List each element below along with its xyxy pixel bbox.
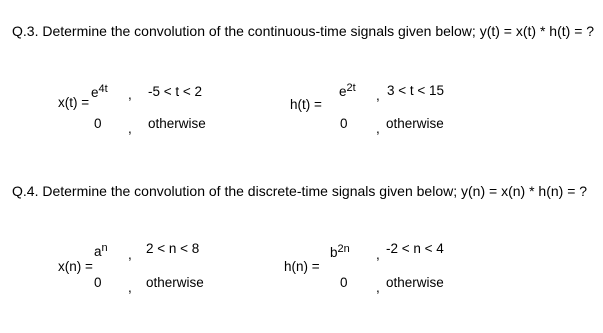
x-n-case1-expression [94, 244, 108, 261]
h-t-case1-expression [339, 84, 356, 101]
x-t-case1-expression [91, 85, 108, 102]
h-n-case2-value: 0 [340, 275, 348, 290]
h-n-case1-expression [330, 245, 350, 262]
x-n-case2-value: 0 [94, 275, 102, 290]
h-t-label: h(t) = [290, 97, 322, 112]
h-n-case2-condition: otherwise [386, 275, 444, 290]
h-n-case1-condition: -2 < n < 4 [386, 241, 444, 256]
h-n-base: b [330, 245, 338, 260]
x-t-exponent: 4t [98, 83, 108, 95]
h-n-case1-comma: , [376, 247, 380, 262]
x-n-case2-condition: otherwise [146, 275, 204, 290]
h-t-base: e [339, 84, 347, 99]
x-n-case1-condition: 2 < n < 8 [146, 241, 200, 256]
question-4-text: Q.4. Determine the convolution of the discrete-time signals given below; y(n) = x(n) * h(n) = ? [12, 183, 588, 199]
h-n-label: h(n) = [284, 259, 320, 274]
x-t-base: e [91, 85, 99, 100]
h-n-exponent: 2n [337, 243, 350, 255]
x-n-label: x(n) = [58, 259, 93, 274]
x-t-label: x(t) = [58, 95, 90, 110]
x-t-case1-condition: -5 < t < 2 [148, 84, 203, 99]
h-t-case1-condition: 3 < t < 15 [387, 83, 445, 98]
x-t-case2-condition: otherwise [148, 116, 206, 131]
x-n-case1-comma: , [128, 247, 132, 262]
x-n-base: a [94, 244, 102, 259]
h-t-case1-comma: , [376, 88, 380, 103]
h-t-case2-condition: otherwise [386, 116, 444, 131]
h-t-case2-value: 0 [340, 116, 348, 131]
x-t-case1-comma: , [128, 87, 132, 102]
h-t-case2-comma: , [376, 121, 380, 136]
x-t-case2-comma: , [128, 121, 132, 136]
x-n-case2-comma: , [128, 280, 132, 295]
h-n-case2-comma: , [376, 280, 380, 295]
question-3-text: Q.3. Determine the convolution of the continuous-time signals given below; y(t) = x(t) * h(t) = ? [12, 23, 595, 39]
x-t-case2-value: 0 [94, 116, 102, 131]
h-t-exponent: 2t [346, 82, 356, 94]
x-n-exponent: n [101, 242, 108, 254]
